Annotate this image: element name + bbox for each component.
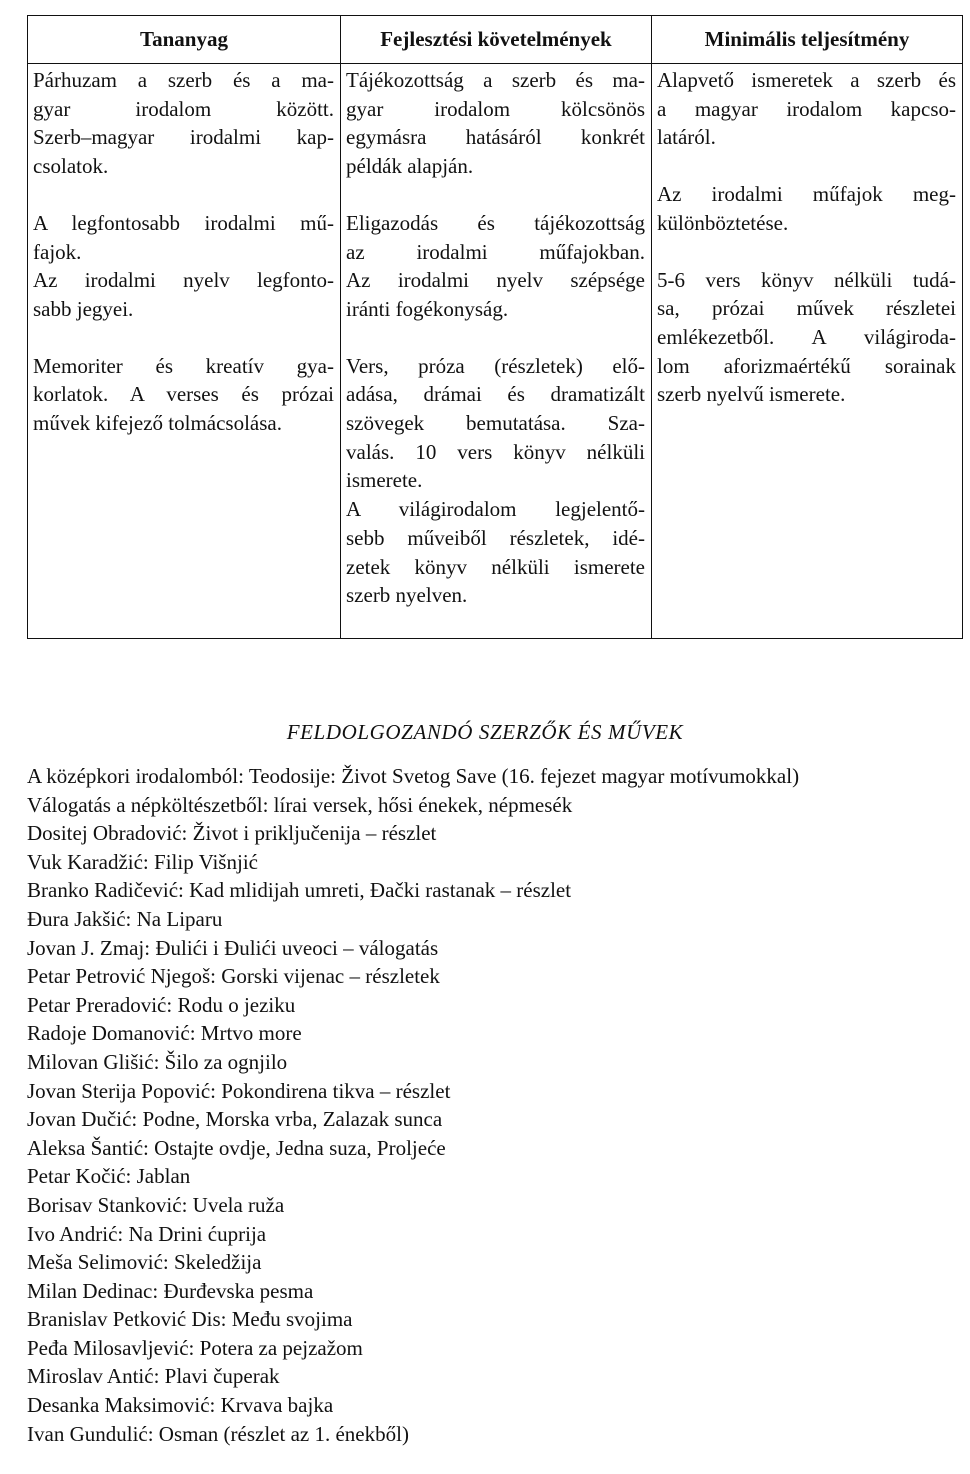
text-line: latáról. xyxy=(657,125,716,150)
work-item: Borisav Stanković: Uvela ruža xyxy=(27,1192,285,1217)
text-line: Szerb–magyar irodalmi kap- xyxy=(33,125,334,150)
cell-paragraph xyxy=(346,209,645,324)
text-line: 5-6 vers könyv nélküli tudá- xyxy=(657,267,956,292)
text-line: egymásra hatásáról konkrét xyxy=(346,125,645,150)
text-line: Az irodalmi nyelv legfonto- xyxy=(33,268,334,293)
work-item: Radoje Domanović: Mrtvo more xyxy=(27,1021,302,1046)
work-item: Jovan Dučić: Podne, Morska vrba, Zalazak sunca xyxy=(27,1107,443,1132)
work-item: Jovan J. Zmaj: Đulići i Đulići uveoci – válogatás xyxy=(27,935,439,960)
text-line: zetek könyv nélküli ismerete xyxy=(346,554,645,579)
text-line: valás. 10 vers könyv nélküli xyxy=(346,439,645,464)
text-line: példák alapján. xyxy=(346,154,474,179)
work-item: Petar Kočić: Jablan xyxy=(27,1164,191,1189)
work-item: Miroslav Antić: Plavi čuperak xyxy=(27,1364,280,1389)
cell-minimalis-teljesitmeny xyxy=(652,64,963,639)
works-list xyxy=(27,762,962,1448)
header-minimalis-teljesitmeny: Minimális teljesítmény xyxy=(652,16,963,64)
work-item: Petar Petrović Njegoš: Gorski vijenac – részletek xyxy=(27,964,440,989)
cell-paragraph xyxy=(346,352,645,610)
cell-paragraph xyxy=(33,66,334,181)
work-item: Ivo Andrić: Na Drini ćuprija xyxy=(27,1221,267,1246)
text-line: gyar irodalom kölcsönös xyxy=(346,96,645,121)
cell-fejlesztesi-kovetelmenyek xyxy=(341,64,652,639)
text-line: sabb jegyei. xyxy=(33,296,134,321)
text-line: iránti fogékonyság. xyxy=(346,296,509,321)
text-line: különböztetése. xyxy=(657,210,789,235)
work-item: Válogatás a népköltészetből: lírai versek, hősi énekek, népmesék xyxy=(27,792,573,817)
text-line: emlékezetből. A világiroda- xyxy=(657,324,956,349)
work-item: Branislav Petković Dis: Među svojima xyxy=(27,1307,353,1332)
cell-paragraph xyxy=(33,352,334,438)
text-line: fajok. xyxy=(33,239,82,264)
work-item: Đura Jakšić: Na Liparu xyxy=(27,906,223,931)
text-line: a magyar irodalom kapcso- xyxy=(657,96,956,121)
text-line: csolatok. xyxy=(33,154,109,179)
work-item: Peđa Milosavljević: Potera za pejzažom xyxy=(27,1335,363,1360)
text-line: az irodalmi műfajokban. xyxy=(346,239,645,264)
text-line: Tájékozottság a szerb és ma- xyxy=(346,68,645,92)
cell-paragraph xyxy=(657,180,956,237)
text-line: Vers, próza (részletek) elő- xyxy=(346,353,645,378)
text-line: A világirodalom legjelentő- xyxy=(346,497,645,522)
text-line: szövegek bemutatása. Sza- xyxy=(346,411,645,436)
work-item: A középkori irodalomból: Teodosije: Život Svetog Save (16. fejezet magyar motívumokkal) xyxy=(27,764,800,788)
work-item: Ivan Gundulić: Osman (részlet az 1. énekből) xyxy=(27,1421,409,1446)
text-line: Eligazodás és tájékozottság xyxy=(346,210,645,235)
text-line: Alapvető ismeretek a szerb és xyxy=(657,68,956,92)
text-line: szerb nyelvű ismerete. xyxy=(657,382,846,407)
cell-paragraph xyxy=(657,66,956,152)
text-line: sa, prózai művek részletei xyxy=(657,296,956,321)
text-line: Párhuzam a szerb és a ma- xyxy=(33,68,334,92)
table-header-row xyxy=(28,16,963,64)
text-line: ismerete. xyxy=(346,468,423,493)
work-item: Petar Preradović: Rodu o jeziku xyxy=(27,992,296,1017)
work-item: Milan Dedinac: Đurđevska pesma xyxy=(27,1278,314,1303)
text-line: szerb nyelven. xyxy=(346,583,468,608)
cell-paragraph xyxy=(346,66,645,181)
text-line: művek kifejező tolmácsolása. xyxy=(33,411,282,436)
text-line: korlatok. A verses és prózai xyxy=(33,382,334,407)
text-line: gyar irodalom között. xyxy=(33,96,334,121)
curriculum-table xyxy=(27,15,963,639)
text-line: sebb műveiből részletek, idé- xyxy=(346,525,645,550)
table-body-row xyxy=(28,64,963,639)
work-item: Milovan Glišić: Šilo za ognjilo xyxy=(27,1049,288,1074)
work-item: Jovan Sterija Popović: Pokondirena tikva – részlet xyxy=(27,1078,451,1103)
section-title: FELDOLGOZANDÓ SZERZŐK ÉS MŰVEK xyxy=(286,720,684,744)
work-item: Vuk Karadžić: Filip Višnjić xyxy=(27,849,258,874)
text-line: A legfontosabb irodalmi mű- xyxy=(33,210,334,235)
text-line: Az irodalmi nyelv szépsége xyxy=(346,268,645,293)
work-item: Meša Selimović: Skeledžija xyxy=(27,1250,262,1275)
header-fejlesztesi-kovetelmenyek: Fejlesztési követelmények xyxy=(341,16,652,64)
text-line: lom aforizmaértékű sorainak xyxy=(657,353,956,378)
work-item: Branko Radičević: Kad mlidijah umreti, Đački rastanak – részlet xyxy=(27,878,572,903)
work-item: Desanka Maksimović: Krvava bajka xyxy=(27,1393,334,1418)
cell-paragraph xyxy=(33,209,334,324)
text-line: adása, drámai és dramatizált xyxy=(346,382,645,407)
cell-tananyag xyxy=(28,64,341,639)
header-tananyag: Tananyag xyxy=(28,16,341,64)
work-item: Aleksa Šantić: Ostajte ovdje, Jedna suza, Proljeće xyxy=(27,1135,446,1160)
cell-paragraph xyxy=(657,266,956,410)
text-line: Az irodalmi műfajok meg- xyxy=(657,182,956,207)
text-line: Memoriter és kreatív gya- xyxy=(33,353,334,378)
work-item: Dositej Obradović: Život i priključenija – részlet xyxy=(27,821,437,846)
